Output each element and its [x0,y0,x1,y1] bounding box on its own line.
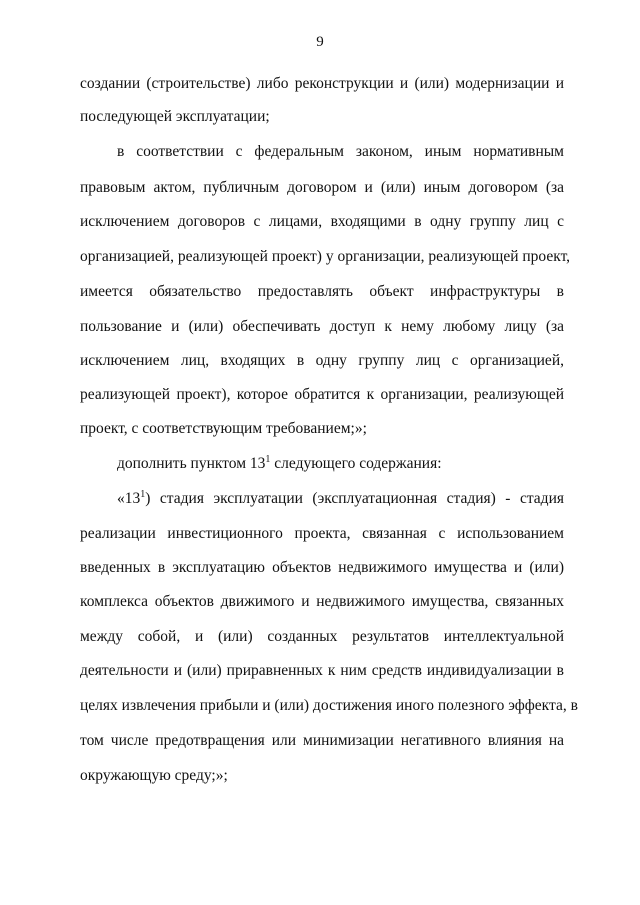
text-line: деятельности и (или) приравненных к ним средств индивидуализации в [80,662,564,679]
text-line: в соответствии с федеральным законом, иным нормативным [117,143,564,160]
text-line: последующей эксплуатации; [80,108,270,125]
text-line: имеется обязательство предоставлять объект инфраструктуры в [80,283,564,300]
text-line: том числе предотвращения или минимизации негативного влияния на [80,732,564,749]
superscript: 1 [265,454,271,465]
text-line: пользование и (или) обеспечивать доступ к нему любому лицу (за [80,318,564,335]
text-segment: ) стадия эксплуатации (эксплуатационная стадия) - стадия [145,490,564,507]
text-line: введенных в эксплуатацию объектов недвижимого имущества и (или) [80,559,564,576]
text-line: реализующей проект), которое обратится к организации, реализующей [80,386,564,403]
text-line: исключением договоров с лицами, входящими в одну группу лиц с [80,213,564,230]
text-line: комплекса объектов движимого и недвижимого имущества, связанных [80,593,564,610]
text-segment: «13 [117,490,141,507]
text-line: между собой, и (или) созданных результатов интеллектуальной [80,628,564,645]
text-line: целях извлечения прибыли и (или) достижения иного полезного эффекта, в [80,697,578,714]
text-line: исключением лиц, входящих в одну группу лиц с организацией, [80,352,564,369]
page-number: 9 [316,34,324,50]
text-line: правовым актом, публичным договором и (или) иным договором (за [80,179,564,196]
text-segment: следующего содержания: [270,455,442,472]
text-line: создании (строительстве) либо реконструкции и (или) модернизации и [80,75,564,92]
text-line [117,454,564,474]
text-line: организацией, реализующей проект) у организации, реализующей проект, [80,248,571,265]
text-line [117,489,564,509]
text-line: окружающую среду;»; [80,767,228,784]
text-line: реализации инвестиционного проекта, связанная с использованием [80,525,564,542]
superscript: 1 [140,489,146,500]
text-line: проект, с соответствующим требованием;»; [80,420,367,437]
text-segment: дополнить пунктом 13 [117,455,266,472]
